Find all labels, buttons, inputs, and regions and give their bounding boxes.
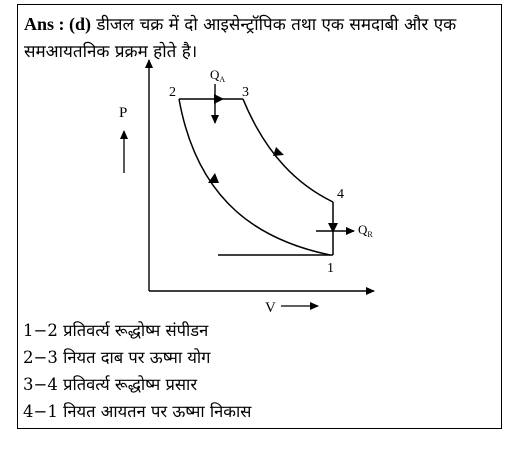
answer-prefix: Ans : (d) [24, 14, 92, 34]
arrowhead-3-4 [273, 147, 284, 156]
point-label-1: 1 [327, 261, 334, 276]
curve-expansion-3-4 [243, 99, 333, 202]
answer-body: डीजल चक्र में दो आइसेन्ट्रॉपिक तथा एक समदाबी और एक समआयतनिक प्रक्रम होते है। [24, 15, 457, 62]
y-axis-label: P [119, 105, 128, 121]
point-label-3: 3 [242, 85, 249, 100]
arrowhead-1-2 [208, 173, 219, 183]
step-1-2: 1−2 प्रतिवर्त्य रूद्धोष्म संपीडन [23, 321, 209, 340]
point-label-2: 2 [169, 85, 176, 100]
step-4-1: 4−1 नियत आयतन पर ऊष्मा निकास [23, 402, 252, 421]
x-axis-label: V [265, 300, 276, 316]
step-2-3: 2−3 नियत दाब पर ऊष्मा योग [23, 348, 211, 367]
point-label-4: 4 [337, 187, 344, 202]
heat-out-label: $Q_R$ [358, 222, 373, 239]
answer-box [17, 4, 502, 429]
step-3-4: 3−4 प्रतिवर्त्य रूद्धोष्म प्रसार [23, 375, 198, 394]
heat-in-label: $Q_A$ [210, 67, 226, 84]
